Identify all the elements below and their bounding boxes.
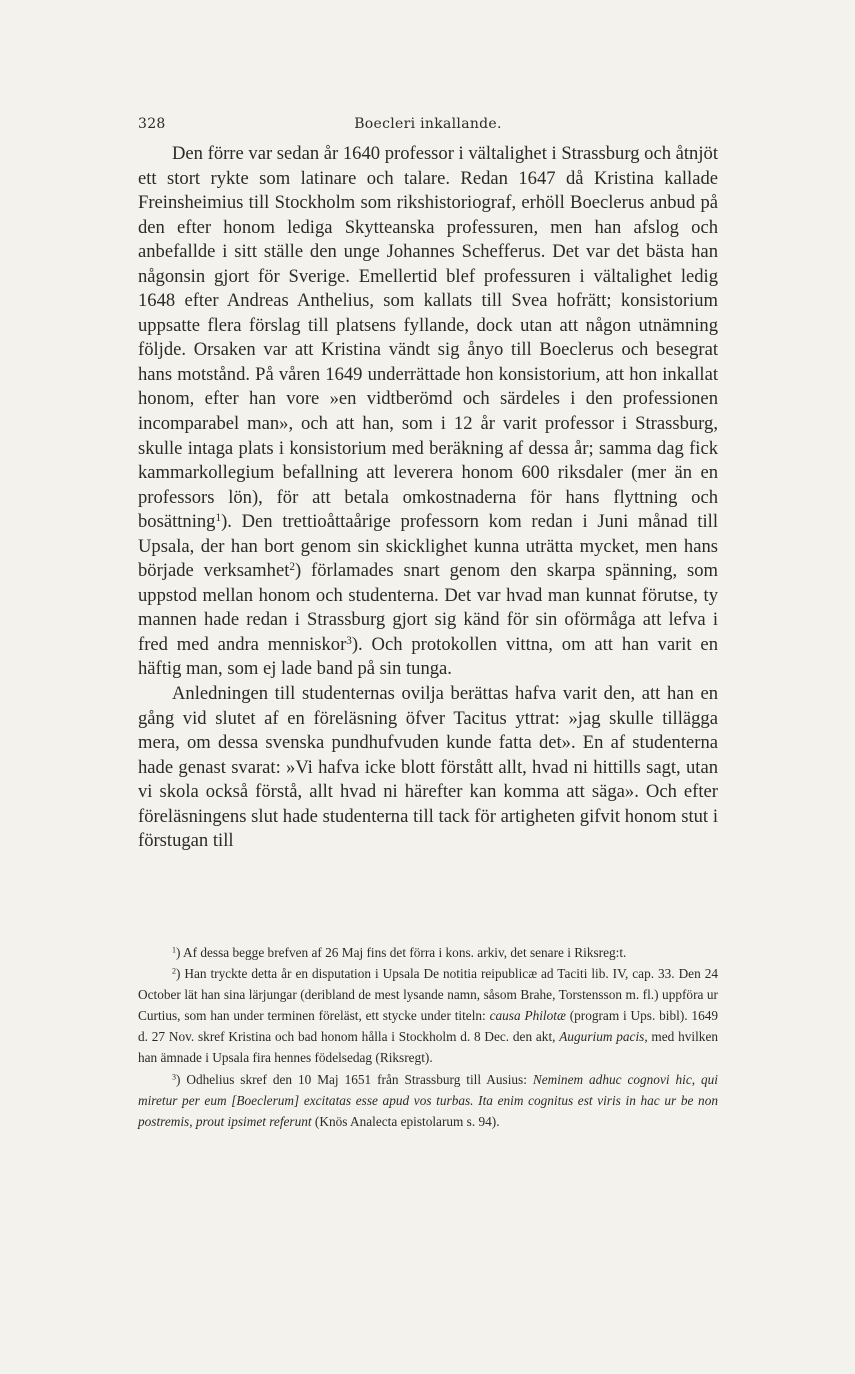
footnote-ref: 2 — [289, 561, 295, 574]
paragraph-text: ). Den trettioåttaårige professorn kom redan i Juni månad till Upsala, der han bort genom sin skicklighet kunna uträtta mycket, men hans började verksamhet — [138, 511, 718, 582]
paragraph-text: Anledningen till studenternas ovilja berättas hafva varit den, att han en gång vid slutet af en föreläsning öfver Tacitus yttrat: »jag skulle tillägga mera, om dessa svenska pundhufvuden kunde fatta det». En af studenterna hade genast svarat: »Vi hafva icke blott förstått allt, hvad ni hittills sagt, utan vi skola också förstå, allt hvad ni härefter kan komma att säga». Och efter föreläsningens slut hade studenterna till tack för artigheten gifvit honom stut i förstugan till — [138, 683, 718, 852]
footnote-italic: causa Philotæ — [489, 1008, 566, 1024]
footnote-text: ) Han tryckte detta år en disputation i Upsala De notitia reipublicæ ad Taciti lib. IV, cap. 33. Den 24 October lät han sina lärjungar (deribland de mest lysande namn, såsom Brahe, Torstensson m. fl.) uppföra ur Curtius, som han under terminen föreläst, ett stycke under titeln: — [138, 966, 718, 1024]
paragraph — [138, 682, 718, 854]
paragraph-text: ). Och protokollen vittna, om att han varit en häftig man, som ej lade band på sin tunga. — [138, 633, 718, 680]
footnote-text: ) Af dessa begge brefven af 26 Maj fins det förra i kons. arkiv, det senare i Riksreg:t. — [175, 945, 627, 960]
footnote-3 — [138, 1069, 718, 1132]
page-number: 328 — [138, 116, 166, 132]
footnote-italic: Neminem adhuc cognovi hic, qui miretur per eum [Boeclerum] excitatas esse apud vos turbas. Ita enim cognitus est viris in hac ur be non postremis, prout ipsimet referunt — [138, 1071, 718, 1129]
footnote-ref: 1 — [215, 512, 222, 525]
running-head — [138, 116, 718, 136]
footnotes — [138, 942, 718, 1132]
footnote-text: , med hvilken han ämnade i Upsala fira hennes födelsedag (Riksregt). — [138, 1029, 718, 1066]
paragraph — [138, 142, 718, 682]
paragraph-text: Den förre var sedan år 1640 professor i vältalighet i Strassburg och åtnjöt ett stort rykte som latinare och talare. Redan 1647 då Kristina kallade Freinsheimius till Stockholm som rikshistoriograf, erhöll Boeclerus anbud på den efter honom lediga Skytteanska professuren, men han afslog och anbefallde i sitt ställe den unge Johannes Schefferus. Det var det bästa han någonsin gjort för Sverige. Emellertid blef professuren i vältalighet ledig 1648 efter Andreas Anthelius, som kallats till Svea hofrätt; konsistorium uppsatte flera förslag till platsens fyllande, dock utan att någon utnämning följde. Orsaken var att Kristina vändt sig ånyo till Boeclerus och besegrat hans motstånd. På våren 1649 underrättade hon konsistorium, att hon inkallat honom, efter han vore »en vidtberömd och särdeles i den professionen incomparabel man», och att han, som i 12 år varit professor i Strassburg, skulle intaga plats i konsistorium med beräkning af dessa år; samma dag fick kammarkollegium befallning att leverera honom 600 riksdaler (mer än en professors lön), för att betala omkostnaderna för hans flyttning och bosättning — [138, 143, 718, 533]
footnote-marker: 3 — [172, 1072, 176, 1082]
footnote-italic: Augurium pacis — [559, 1029, 645, 1045]
footnote-2 — [138, 963, 718, 1068]
running-title: Boecleri inkallande. — [354, 116, 502, 132]
footnote-marker: 2 — [172, 966, 176, 976]
paragraph-text: ) förlamades snart genom den skarpa spänning, som uppstod mellan honom och studenterna. Det var hvad man kunnat förutse, ty mannen hade redan i Strassburg gjort sig känd för sin oförmåga att lefva i fred med andra menniskor — [138, 560, 718, 655]
body-text — [138, 142, 718, 854]
footnote-text: (program i Ups. bibl). 1649 d. 27 Nov. skref Kristina och bad honom hålla i Stockholm d. 8 Dec. den akt, — [138, 1008, 719, 1045]
footnote-text: ) Odhelius skref den 10 Maj 1651 från Strassburg till Ausius: — [175, 1071, 533, 1087]
footnote-1 — [138, 942, 718, 963]
footnote-text: (Knös Analecta epistolarum s. 94). — [311, 1113, 500, 1129]
footnote-marker: 1 — [172, 945, 176, 955]
footnote-ref: 3 — [346, 634, 352, 647]
